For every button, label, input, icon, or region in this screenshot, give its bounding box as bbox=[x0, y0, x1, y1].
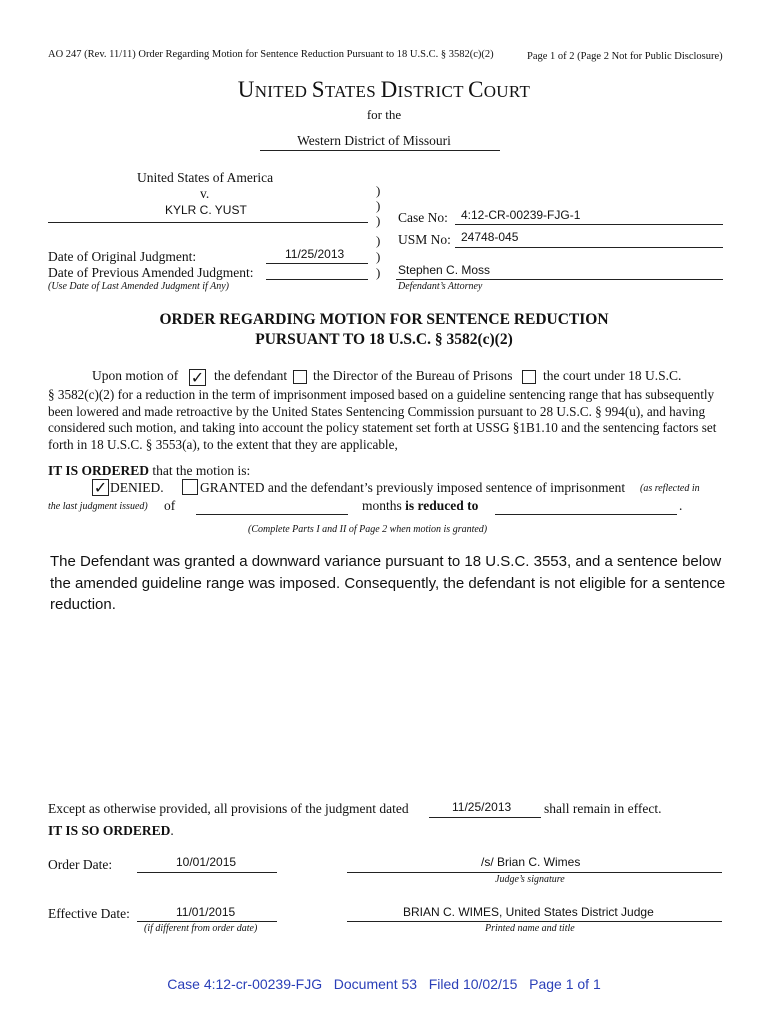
granted-label: GRANTED and the defendant’s previously imposed sentence of imprisonment bbox=[200, 480, 626, 495]
opt-bop: the Director of the Bureau of Prisons bbox=[313, 368, 513, 383]
months-blank[interactable] bbox=[196, 514, 348, 515]
order-title-1: ORDER REGARDING MOTION FOR SENTENCE REDUCTION bbox=[159, 311, 609, 328]
court-name-rest-1: NITED bbox=[254, 82, 312, 101]
so-ordered-period: . bbox=[170, 823, 174, 838]
printed-label: Printed name and title bbox=[485, 923, 575, 934]
denied-label: DENIED. bbox=[110, 480, 164, 495]
it-is-ordered: IT IS ORDERED bbox=[48, 463, 150, 478]
form-id: AO 247 (Rev. 11/11) Order Regarding Motion for Sentence Reduction Pursuant to 18 U.S.C. § 3582(c)(2) bbox=[48, 49, 494, 60]
prev-amended-line bbox=[266, 279, 368, 280]
case-no-line bbox=[455, 224, 723, 225]
upon-motion-of: Upon motion of bbox=[92, 368, 179, 383]
complete-parts-note: (Complete Parts I and II of Page 2 when motion is granted) bbox=[248, 524, 488, 535]
as-reflected: (as reflected in bbox=[640, 483, 700, 494]
paren-5: ) bbox=[376, 249, 381, 264]
signature-line bbox=[347, 872, 722, 873]
effective-date-label: Effective Date: bbox=[48, 906, 130, 921]
denied-checkbox[interactable]: ✓ bbox=[93, 478, 108, 497]
order-date: 10/01/2015 bbox=[176, 855, 237, 869]
court-checkbox[interactable] bbox=[522, 370, 536, 384]
orig-judgment-line bbox=[266, 263, 368, 264]
remain-text: shall remain in effect. bbox=[544, 801, 662, 816]
defendant-name: KYLR C. YUST bbox=[165, 203, 247, 217]
that-motion-is: that the motion is: bbox=[152, 463, 251, 478]
defendant-underline bbox=[48, 222, 368, 223]
opt-defendant: the defendant bbox=[214, 368, 288, 383]
order-date-line bbox=[137, 872, 277, 873]
prev-amended-label: Date of Previous Amended Judgment: bbox=[48, 265, 254, 280]
explanation-text: The Defendant was granted a downward variance pursuant to 18 U.S.C. 3553, and a sentence below the amended guideline range was imposed. Consequently, the defendant is not eligible for a sentence reduction. bbox=[50, 553, 726, 613]
paren-6: ) bbox=[376, 265, 381, 280]
it-is-ordered-line bbox=[48, 463, 250, 479]
order-date-label: Order Date: bbox=[48, 857, 113, 872]
page-info: Page 1 of 2 (Page 2 Not for Public Disclosure) bbox=[527, 51, 723, 62]
effective-note: (if different from order date) bbox=[144, 923, 258, 934]
case-no-label: Case No: bbox=[398, 210, 448, 225]
months-label bbox=[362, 498, 478, 514]
court-name bbox=[0, 77, 768, 103]
opt-court: the court under 18 U.S.C. bbox=[543, 368, 682, 383]
signature-label: Judge’s signature bbox=[495, 874, 565, 885]
judge-signature: /s/ Brian C. Wimes bbox=[481, 855, 581, 869]
court-name-rest-2: TATES bbox=[324, 82, 381, 101]
closing-judgment-date: 11/25/2013 bbox=[452, 800, 512, 814]
case-footer: Case 4:12-cr-00239-FJG Document 53 Filed 10/02/15 Page 1 of 1 bbox=[167, 976, 601, 992]
usm-no: 24748-045 bbox=[461, 230, 519, 244]
district-name: Western District of Missouri bbox=[297, 133, 451, 148]
bop-checkbox[interactable] bbox=[293, 370, 307, 384]
court-name-cap-3: D bbox=[380, 77, 398, 102]
is-reduced-to: is reduced to bbox=[405, 498, 479, 513]
closing-judgment-line bbox=[429, 817, 541, 818]
months: months bbox=[362, 498, 402, 513]
granted-checkbox[interactable] bbox=[182, 479, 198, 495]
reduced-period: . bbox=[679, 498, 683, 513]
usm-no-line bbox=[455, 247, 723, 248]
attorney-label: Defendant’s Attorney bbox=[398, 281, 483, 292]
motion-paragraph: § 3582(c)(2) for a reduction in the term of imprisonment imposed based on a guideline sentencing range that has subsequently been lowered and made retroactive by the United States Sentencing Commission pursuant to 28 U.S.C. § 994(u), and having considered such motion, and taking into account the policy statement set forth at USSG §1B1.10 and the sentencing factors set forth in 18 U.S.C. § 3553(a), to the extent that they are applicable, bbox=[48, 387, 717, 452]
prev-amended-note: (Use Date of Last Amended Judgment if Any) bbox=[48, 281, 229, 292]
orig-judgment-date: 11/25/2013 bbox=[285, 247, 345, 261]
for-the: for the bbox=[366, 107, 402, 122]
effective-date: 11/01/2015 bbox=[176, 905, 236, 919]
except-text: Except as otherwise provided, all provisions of the judgment dated bbox=[48, 801, 409, 816]
paren-2: ) bbox=[376, 198, 381, 213]
paren-4: ) bbox=[376, 233, 381, 248]
attorney-line bbox=[396, 279, 723, 280]
district-underline bbox=[260, 150, 500, 151]
reduced-blank[interactable] bbox=[495, 514, 677, 515]
defendant-checkbox[interactable]: ✓ bbox=[190, 368, 205, 387]
orig-judgment-label: Date of Original Judgment: bbox=[48, 249, 197, 264]
printed-name: BRIAN C. WIMES, United States District Judge bbox=[403, 905, 654, 919]
court-name-rest-4: OURT bbox=[483, 82, 531, 101]
usm-no-label: USM No: bbox=[398, 232, 451, 247]
court-name-cap-1: U bbox=[237, 77, 255, 102]
so-ordered: IT IS SO ORDERED bbox=[48, 823, 171, 838]
court-name-cap-2: S bbox=[311, 77, 325, 102]
versus: v. bbox=[200, 186, 210, 201]
case-no: 4:12-CR-00239-FJG-1 bbox=[461, 208, 581, 222]
order-title-2: PURSUANT TO 18 U.S.C. § 3582(c)(2) bbox=[255, 331, 513, 348]
of-label: of bbox=[164, 498, 176, 513]
printed-name-line bbox=[347, 921, 722, 922]
court-name-cap-4: C bbox=[468, 77, 484, 102]
attorney-name: Stephen C. Moss bbox=[398, 263, 491, 277]
so-ordered-line bbox=[48, 823, 174, 839]
paren-3: ) bbox=[376, 213, 381, 228]
court-name-rest-3: ISTRICT bbox=[397, 82, 469, 101]
paren-1: ) bbox=[376, 183, 381, 198]
plaintiff: United States of America bbox=[137, 170, 274, 185]
last-judgment: the last judgment issued) bbox=[48, 501, 148, 512]
effective-date-line bbox=[137, 921, 277, 922]
